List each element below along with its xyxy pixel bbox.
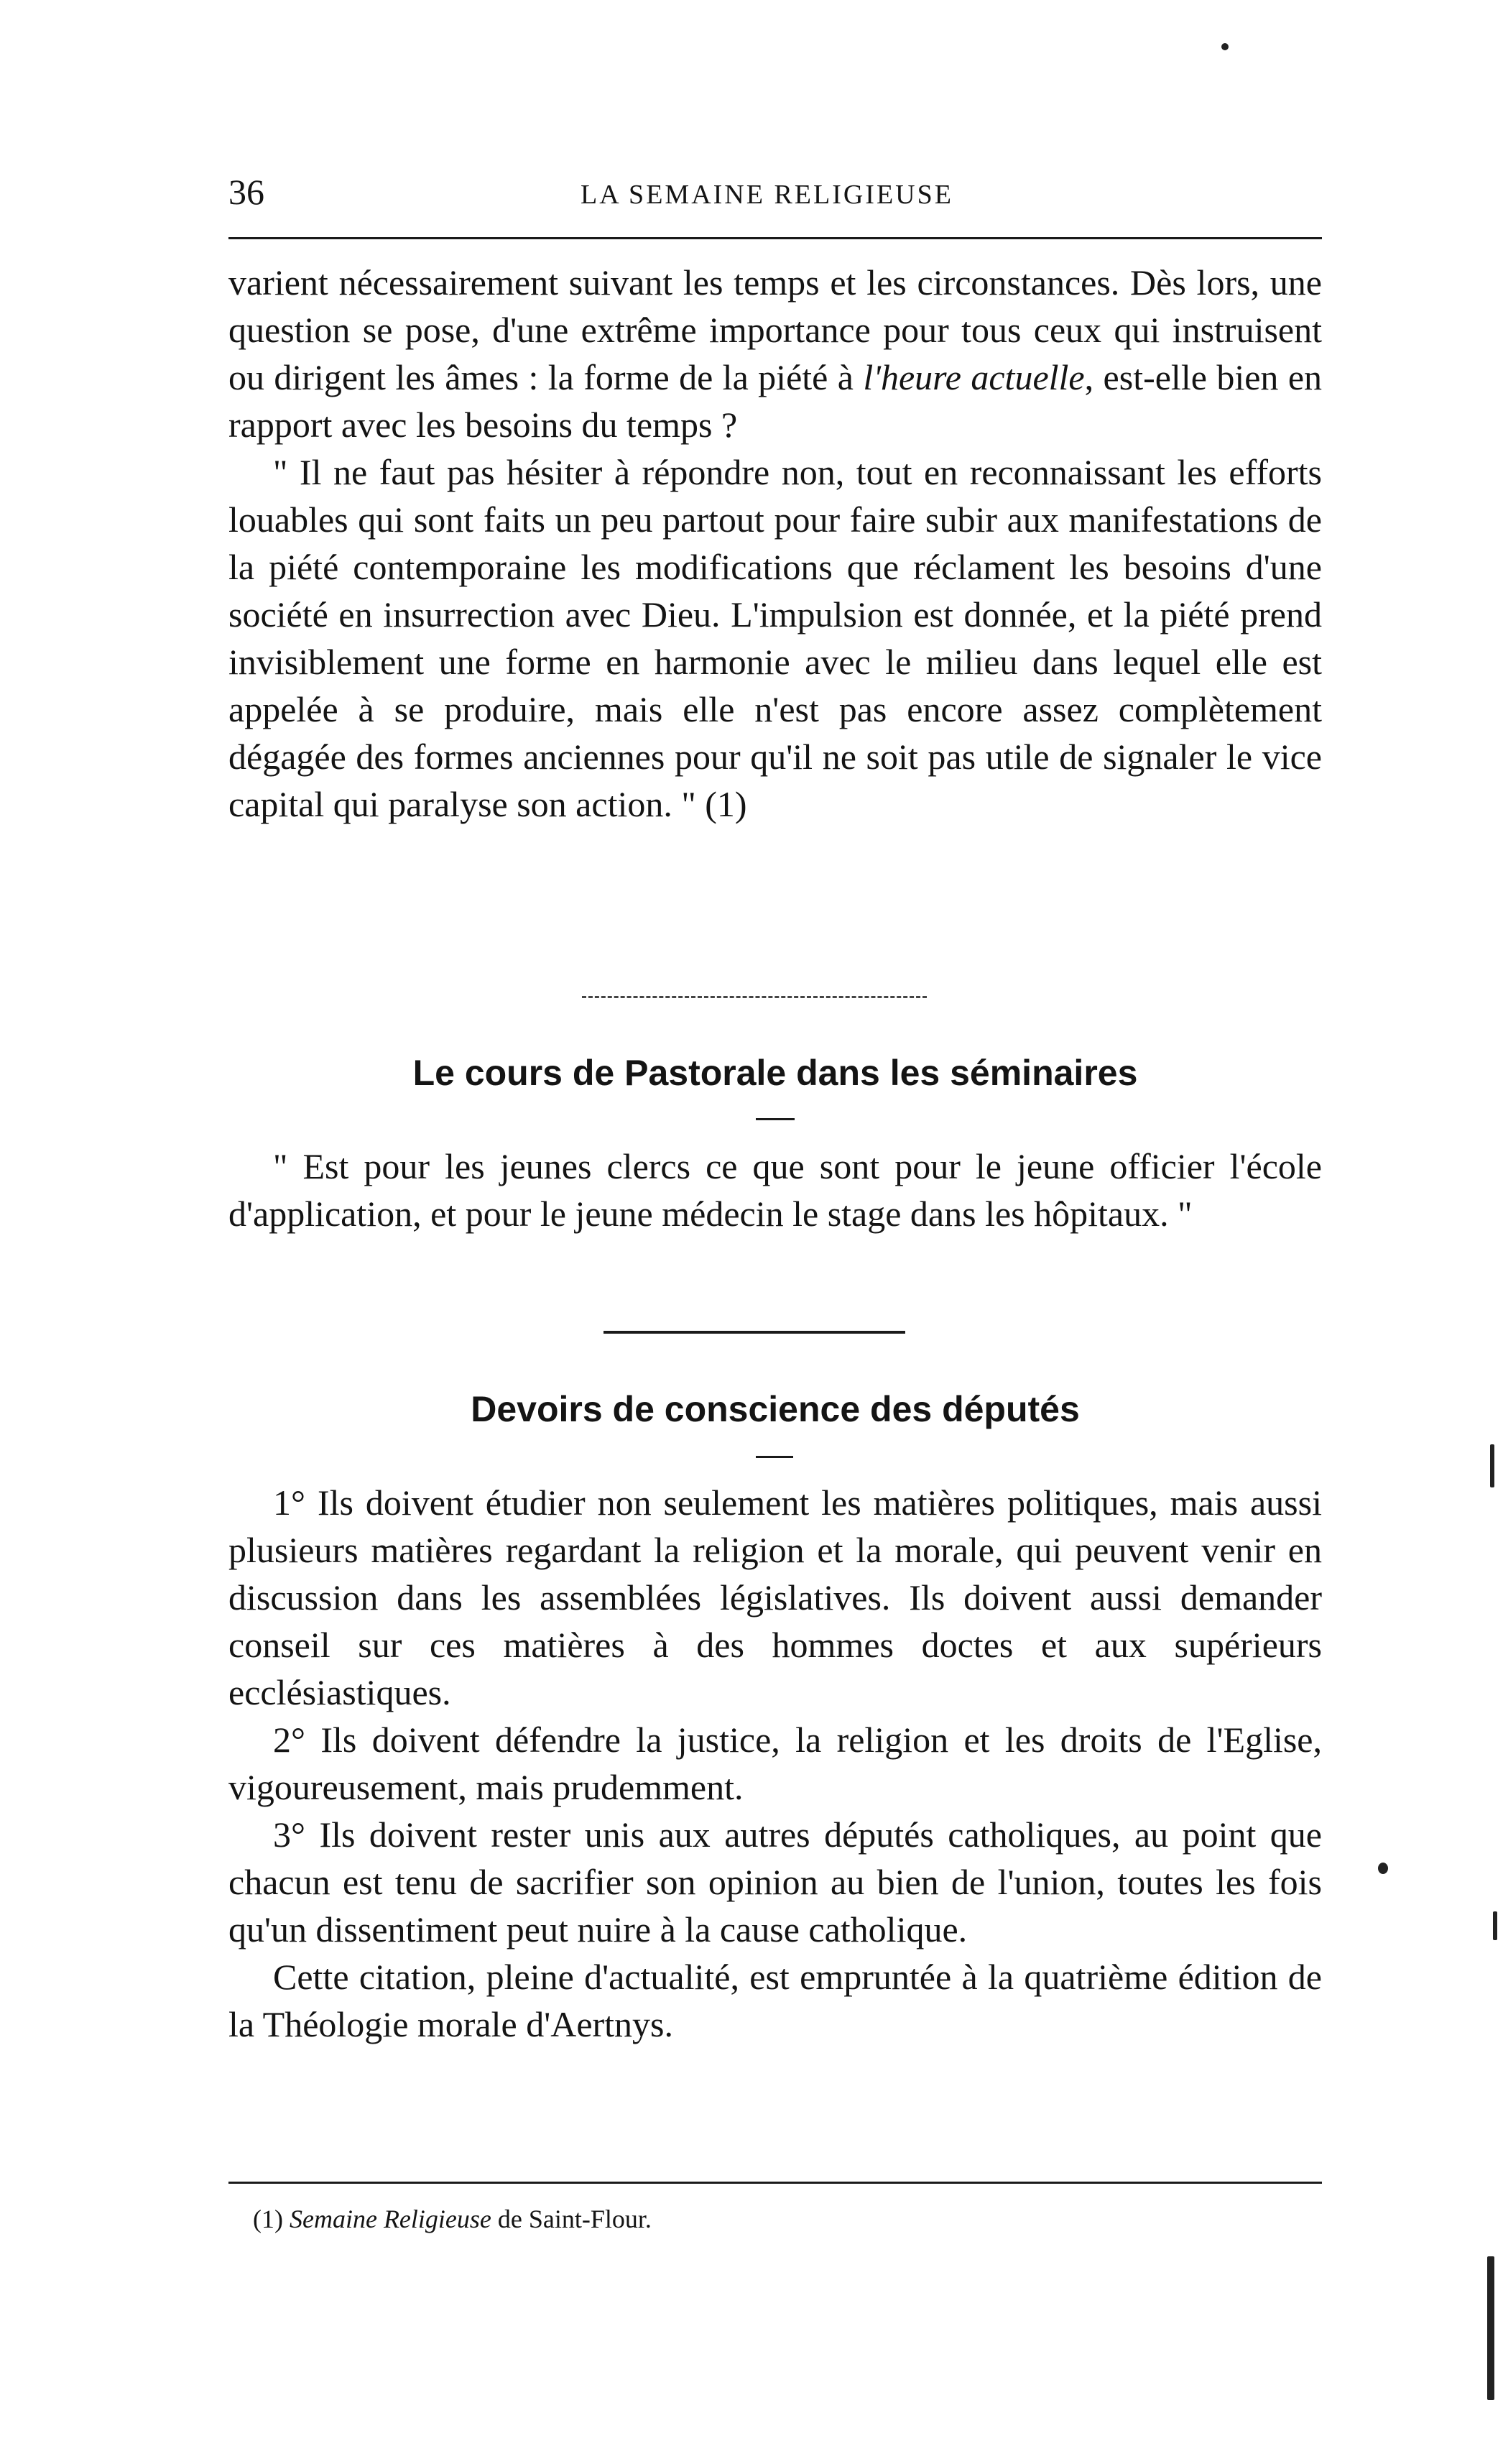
section-rule <box>603 1331 905 1334</box>
header-rule <box>228 237 1322 239</box>
deputes-item-3: 3° Ils doivent rester unis aux autres députés catholiques, au point que chacun est tenu de sacrifier son opinion au bien de l'union, toutes les fois qu'un dissentiment peut nuire à la cause catholique. <box>228 1814 1322 1949</box>
opening-text-block <box>228 259 1322 828</box>
footnote-source-rest: de Saint-Flour. <box>491 2205 652 2233</box>
title-dash <box>756 1118 795 1120</box>
opening-paragraph <box>228 259 1322 448</box>
opening-text-end: , est-elle bien en rapport avec les besoins du temps ? <box>228 357 1323 445</box>
footnote-rule <box>228 2182 1322 2184</box>
page-number: 36 <box>228 172 264 212</box>
footnote-source-title: Semaine Religieuse <box>289 2205 491 2233</box>
footnote-marker: (1) <box>253 2205 283 2233</box>
edge-mark <box>1493 1911 1497 1940</box>
deputes-text-block <box>228 1479 1322 2048</box>
scan-speck <box>1221 43 1229 50</box>
closing-paragraph: Cette citation, pleine d'actualité, est empruntée à la quatrième édition de la Théologie morale d'Aertnys. <box>228 1957 1322 2044</box>
quote-paragraph: " Il ne faut pas hésiter à répondre non, tout en reconnaissant les efforts louables qui sont faits un peu partout pour faire subir aux manifestations de la piété contemporaine les modifications que réclament les besoins d'une société en insurrection avec Dieu. L'impulsion est donnée, et la piété prend invisiblement une forme en harmonie avec le milieu dans lequel elle est appelée à se produire, mais elle n'est pas encore assez complètement dégagée des formes anciennes pour qu'il ne soit pas utile de signaler le vice capital qui paralyse son action. " (1) <box>228 452 1322 824</box>
section-title-pastorale: Le cours de Pastorale dans les séminaires <box>412 1053 1138 1093</box>
opening-text-start: varient nécessairement suivant les temps et les circonstances. Dès lors, une question se pose, d'une extrême importance pour tous ceux qui instruisent ou dirigent les âmes : la forme de la piété à <box>228 262 1322 397</box>
edge-mark <box>1487 2256 1494 2400</box>
edge-mark <box>1490 1444 1494 1487</box>
opening-italic-phrase: l'heure actuelle <box>863 357 1085 397</box>
pastorale-text-block <box>228 1143 1322 1237</box>
title-dash <box>756 1456 793 1458</box>
section-title-deputes: Devoirs de conscience des députés <box>471 1389 1080 1429</box>
page-header <box>228 167 1335 217</box>
running-title: LA SEMAINE RELIGIEUSE <box>581 180 953 210</box>
scan-speck <box>1378 1863 1388 1874</box>
deputes-item-1: 1° Ils doivent étudier non seulement les matières politiques, mais aussi plusieurs matières regardant la religion et la morale, qui peuvent venir en discussion dans les assemblées législatives. Ils doivent aussi demander conseil sur ces matières à des hommes doctes et aux supérieurs ecclésiastiques. <box>228 1482 1322 1712</box>
dotted-separator <box>582 996 927 998</box>
deputes-item-2: 2° Ils doivent défendre la justice, la religion et les droits de l'Eglise, vigoureusement, mais prudemment. <box>228 1720 1322 1807</box>
pastorale-paragraph: " Est pour les jeunes clercs ce que sont pour le jeune officier l'école d'application, et pour le jeune médecin le stage dans les hôpitaux. " <box>228 1146 1322 1234</box>
footnote <box>253 2199 652 2239</box>
